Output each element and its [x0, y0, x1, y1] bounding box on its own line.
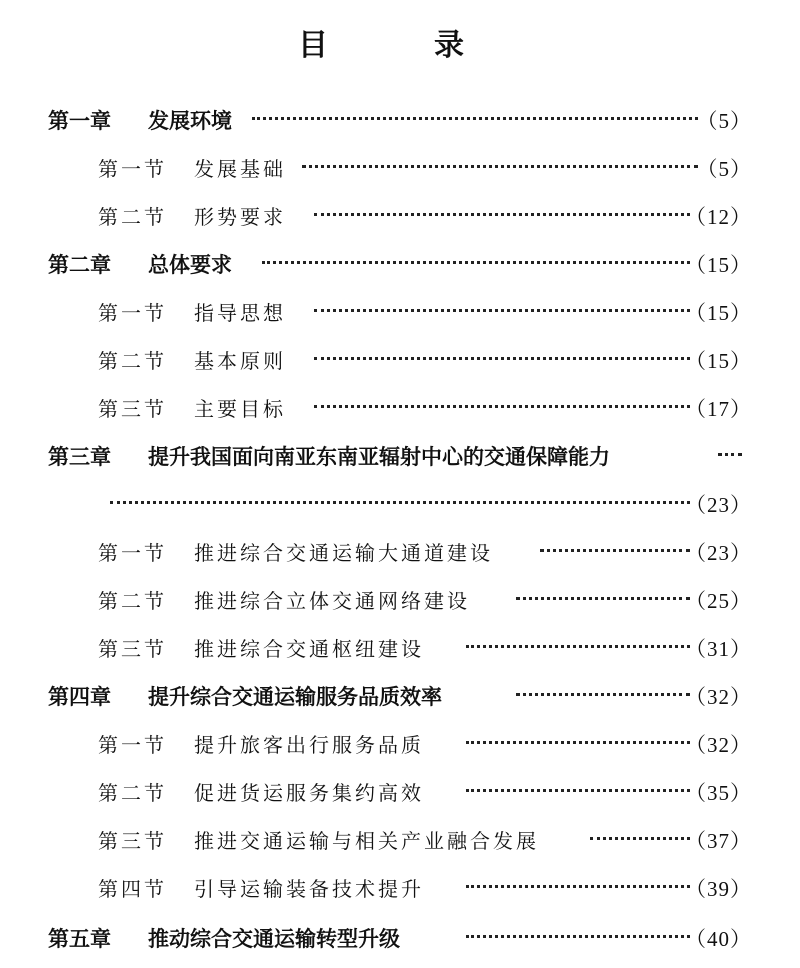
page-number: （23）: [685, 493, 752, 517]
section-number: 第四节: [98, 877, 167, 901]
section-title: 推进综合交通运输大通道建设: [194, 541, 493, 565]
page-number: （32）: [685, 685, 752, 709]
toc-chapter-3-continued[interactable]: [0, 490, 800, 520]
section-number: 第三节: [98, 829, 167, 853]
page-number: （39）: [685, 877, 752, 901]
toc-section-4-2[interactable]: [0, 778, 800, 808]
section-title: 引导运输装备技术提升: [194, 877, 424, 901]
page-number: （25）: [685, 589, 752, 613]
section-number: 第三节: [98, 637, 167, 661]
page-number: （12）: [685, 205, 752, 229]
page-number: （5）: [696, 157, 752, 181]
page-number: （23）: [685, 541, 752, 565]
section-number: 第二节: [98, 589, 167, 613]
toc-section-2-3[interactable]: [0, 394, 800, 424]
dot-leader: [590, 837, 690, 840]
toc-section-3-2[interactable]: [0, 586, 800, 616]
page-number: （35）: [685, 781, 752, 805]
dot-leader: [314, 309, 690, 312]
dot-leader: [262, 261, 690, 264]
page-number: （5）: [696, 109, 752, 133]
section-title: 推进综合立体交通网络建设: [194, 589, 470, 613]
section-number: 第一节: [98, 301, 167, 325]
page-number: （15）: [685, 301, 752, 325]
page-number: （15）: [685, 349, 752, 373]
toc-chapter-1[interactable]: [0, 106, 800, 136]
page-number: （31）: [685, 637, 752, 661]
dot-leader: [466, 935, 690, 938]
toc-chapter-2[interactable]: [0, 250, 800, 280]
dot-leader: [540, 549, 690, 552]
chapter-title: 总体要求: [148, 253, 232, 277]
dot-leader: [516, 693, 690, 696]
section-number: 第一节: [98, 157, 167, 181]
toc-section-2-1[interactable]: [0, 298, 800, 328]
section-number: 第二节: [98, 205, 167, 229]
chapter-number: 第一章: [48, 109, 111, 133]
dot-leader: [466, 789, 690, 792]
section-number: 第二节: [98, 349, 167, 373]
section-number: 第二节: [98, 781, 167, 805]
section-title: 提升旅客出行服务品质: [194, 733, 424, 757]
toc-chapter-3[interactable]: [0, 442, 800, 472]
chapter-title: 推动综合交通运输转型升级: [148, 927, 400, 951]
toc-title: 目 录: [298, 28, 502, 63]
dot-leader: [718, 453, 742, 456]
chapter-title: 提升我国面向南亚东南亚辐射中心的交通保障能力: [148, 445, 610, 469]
chapter-number: 第二章: [48, 253, 111, 277]
toc-section-1-2[interactable]: [0, 202, 800, 232]
toc-section-3-1[interactable]: [0, 538, 800, 568]
section-title: 推进交通运输与相关产业融合发展: [194, 829, 539, 853]
dot-leader: [466, 741, 690, 744]
section-number: 第三节: [98, 397, 167, 421]
dot-leader: [110, 501, 690, 504]
page-number: （15）: [685, 253, 752, 277]
chapter-number: 第四章: [48, 685, 111, 709]
dot-leader: [466, 885, 690, 888]
dot-leader: [466, 645, 690, 648]
chapter-number: 第五章: [48, 927, 111, 951]
section-number: 第一节: [98, 733, 167, 757]
chapter-title: 提升综合交通运输服务品质效率: [148, 685, 442, 709]
section-number: 第一节: [98, 541, 167, 565]
toc-section-2-2[interactable]: [0, 346, 800, 376]
section-title: 推进综合交通枢纽建设: [194, 637, 424, 661]
dot-leader: [314, 405, 690, 408]
toc-chapter-5[interactable]: [0, 924, 800, 954]
toc-section-3-3[interactable]: [0, 634, 800, 664]
toc-section-4-4[interactable]: [0, 874, 800, 904]
page-number: （40）: [685, 927, 752, 951]
dot-leader: [314, 213, 690, 216]
toc-section-4-1[interactable]: [0, 730, 800, 760]
chapter-title: 发展环境: [148, 109, 232, 133]
page-number: （37）: [685, 829, 752, 853]
section-title: 促进货运服务集约高效: [194, 781, 424, 805]
toc-section-4-3[interactable]: [0, 826, 800, 856]
section-title: 形势要求: [194, 205, 286, 229]
section-title: 指导思想: [194, 301, 286, 325]
section-title: 基本原则: [194, 349, 286, 373]
dot-leader: [516, 597, 690, 600]
chapter-number: 第三章: [48, 445, 111, 469]
toc-section-1-1[interactable]: [0, 154, 800, 184]
dot-leader: [302, 165, 698, 168]
page-number: （32）: [685, 733, 752, 757]
section-title: 发展基础: [194, 157, 286, 181]
section-title: 主要目标: [194, 397, 286, 421]
page-number: （17）: [685, 397, 752, 421]
toc-chapter-4[interactable]: [0, 682, 800, 712]
dot-leader: [314, 357, 690, 360]
dot-leader: [252, 117, 698, 120]
